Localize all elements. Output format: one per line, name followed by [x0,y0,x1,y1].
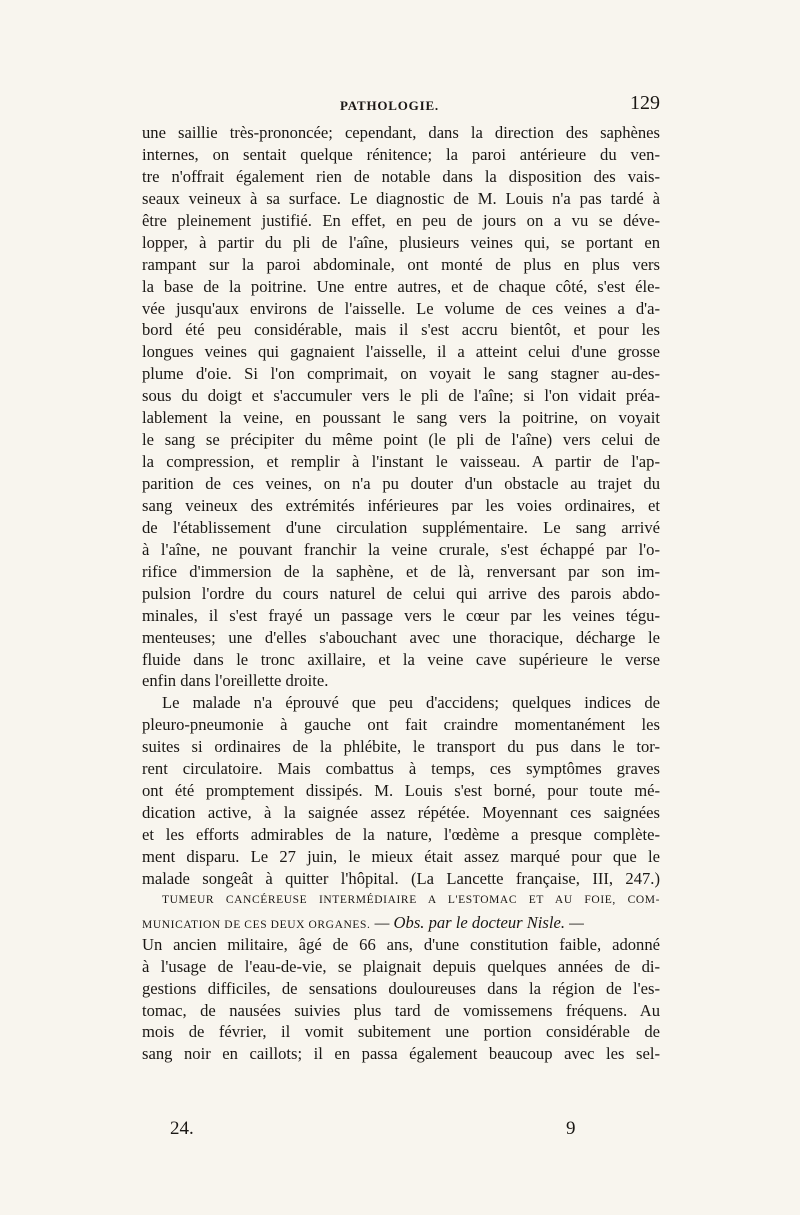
text-line: menteuses; une d'elles s'abouchant avec une thoracique, décharge le [142,627,660,647]
text-line: sang noir en caillots; il en passa également beaucoup avec les sel- [142,1044,660,1064]
section-heading-line-2 [142,912,660,934]
text-line: ont été promptement dissipés. M. Louis s'est borné, pour toute mé- [142,781,660,801]
text-line: la base de la poitrine. Une entre autres, et de chaque côté, s'est éle- [142,276,660,296]
text-line: Un ancien militaire, âgé de 66 ans, d'une constitution faible, adonné [142,934,660,954]
text-line: sang veineux des extrémités inférieures par les voies ordinaires, et [142,495,660,515]
text-line: lopper, à partir du pli de l'aîne, plusieurs veines qui, se portant en [142,232,660,252]
paragraph-start-line: Le malade n'a éprouvé que peu d'accidens; quelques indices de [162,693,660,713]
text-line: vée jusqu'aux environs de l'aisselle. Le volume de ces veines a d'a- [142,298,660,318]
text-line: plume d'oie. Si l'on comprimait, on voyait le sang stagner au-des- [142,364,660,384]
text-line: à l'aîne, ne pouvant franchir la veine crurale, s'est échappé par l'o- [142,539,660,559]
page-header [142,92,660,116]
text-line: parition de ces veines, on n'a pu douter d'un obstacle au trajet du [142,474,660,493]
text-line: tomac, de nausées suivies plus tard de vomissemens fréquens. Au [142,1000,660,1020]
text-line: mois de février, il vomit subitement une portion considérable de [142,1022,660,1042]
text-line: gestions difficiles, de sensations douloureuses dans la région de l'es- [142,978,660,998]
text-line: lablement la veine, en poussant le sang vers la poitrine, on voyait [142,408,660,428]
section-heading-attribution: — Obs. par le docteur Nisle. — [370,912,584,932]
citation-line: malade songeât à quitter l'hôpital. (La Lancette française, III, 247.) [142,868,660,888]
section-heading-line: TUMEUR CANCÉREUSE INTERMÉDIAIRE A L'ESTOMAC ET AU FOIE, COM- [162,893,660,906]
text-line: pleuro-pneumonie à gauche ont fait craindre momentanément les [142,715,660,735]
text-line: et les efforts admirables de la nature, l'œdème a presque complète- [142,825,660,844]
text-line: seaux veineux à sa surface. Le diagnostic de M. Louis n'a pas tardé à [142,188,660,208]
text-line: le sang se précipiter du même point (le pli de l'aîne) vers celui de [142,430,660,450]
text-line: pulsion l'ordre du cours naturel de celui qui arrive des parois abdo- [142,583,660,603]
text-line: tre n'offrait également rien de notable dans la disposition des vais- [142,166,660,186]
text-line: longues veines qui gagnaient l'aisselle, il a atteint celui d'une grosse [142,342,660,362]
text-line: minales, il s'est frayé un passage vers le cœur par les veines tégu- [142,605,660,625]
text-line: internes, on sentait quelque rénitence; la paroi antérieure du ven- [142,144,660,164]
running-head: PATHOLOGIE. [340,98,439,113]
text-line: rifice d'immersion de la saphène, et de là, renversant par son im- [142,561,660,581]
text-line: rampant sur la paroi abdominale, ont monté de plus en plus vers [142,254,660,274]
section-heading-caps: MUNICATION DE CES DEUX ORGANES. [142,918,371,931]
text-line: suites si ordinaires de la phlébite, le transport du pus dans le tor- [142,737,660,757]
text-line: enfin dans l'oreillette droite. [142,671,329,691]
text-line: fluide dans le tronc axillaire, et la veine cave supérieure le verse [142,649,660,669]
page-body [142,122,660,1065]
page-number: 129 [630,92,660,114]
text-line: une saillie très-prononcée; cependant, dans la direction des saphènes [142,123,660,142]
text-line: ment disparu. Le 27 juin, le mieux était assez marqué pour que le [142,846,660,866]
text-line: rent circulatoire. Mais combattus à temps, ces symptômes graves [142,759,660,779]
text-line: bord été peu considérable, mais il s'est accru bientôt, et pour les [142,320,660,340]
sheet-number: 9 [566,1118,576,1139]
page-footer [142,1118,660,1146]
signature-mark: 24. [170,1118,194,1139]
text-line: à l'usage de l'eau-de-vie, se plaignait depuis quelques années de di- [142,956,660,976]
text-line: sous du doigt et s'accumuler vers le pli de l'aîne; si l'on vidait préa- [142,386,660,406]
text-line: de l'établissement d'une circulation supplémentaire. Le sang arrivé [142,517,660,537]
text-line: la compression, et remplir à l'instant le vaisseau. A partir de l'ap- [142,452,660,472]
text-line: être pleinement justifié. En effet, en peu de jours on a vu se déve- [142,210,660,230]
text-line: dication active, à la saignée assez répétée. Moyennant ces saignées [142,803,660,823]
